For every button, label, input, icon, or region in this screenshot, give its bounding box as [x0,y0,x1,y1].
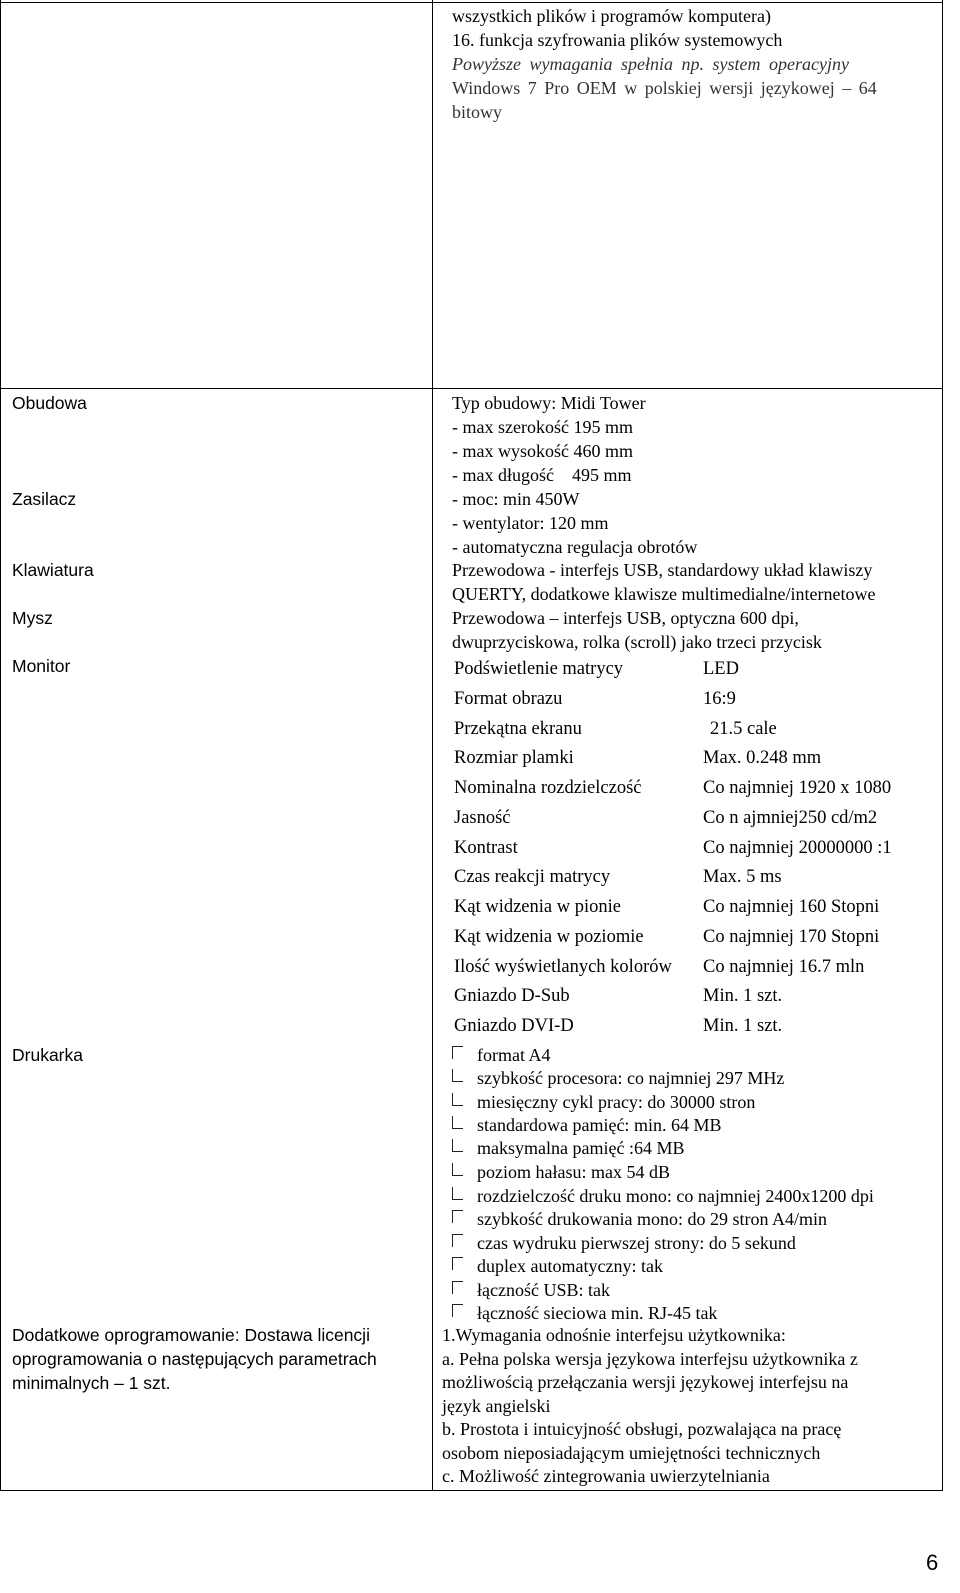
box-icon [452,1210,463,1223]
spec-line: 1.Wymagania odnośnie interfejsu użytkownika: [442,1325,786,1345]
monitor-param-row [454,836,934,866]
row-label-mysz: Mysz [12,608,53,628]
printer-spec-item [452,1090,755,1114]
spec-zasilacz [452,487,697,559]
monitor-param-row [454,895,934,925]
spec-line: język angielski [442,1395,551,1416]
param-value: Co najmniej 16.7 mln [703,957,865,977]
monitor-param-row [454,1014,934,1044]
monitor-param-row [454,746,934,776]
spec-line: - max wysokość 460 mm [452,441,633,461]
param-value: Max. 5 ms [703,867,782,887]
spec-line: - max długość 495 mm [452,465,632,485]
text-line: 16. funkcja szyfrowania plików systemowych [452,30,783,50]
spec-line: QUERTY, dodatkowe klawisze multimedialne/internetowe [452,584,876,604]
spec-mysz [452,606,822,654]
page-number: 6 [926,1550,939,1575]
row-label-klawiatura: Klawiatura [12,560,94,580]
spec-line: b. Prostota i intuicyjność obsługi, pozwalająca na pracę [442,1419,842,1439]
printer-spec-item [452,1254,663,1278]
monitor-param-row [454,925,934,955]
box-icon [452,1234,463,1247]
item-text: standardowa pamięć: min. 64 MB [477,1115,722,1135]
param-value: Co najmniej 1920 x 1080 [703,778,892,798]
item-text: duplex automatyczny: tak [477,1256,663,1276]
row-label-obudowa: Obudowa [12,393,87,413]
monitor-param-row [454,717,934,747]
text-line: Windows 7 Pro OEM w polskiej wersji językowej – 64 [452,78,877,98]
monitor-param-row [454,955,934,985]
param-name: Format obrazu [454,689,563,709]
param-name: Kąt widzenia w pionie [454,897,621,917]
text-line: Powyższe wymagania spełnia np. system operacyjny [452,54,849,74]
top-block [452,4,877,124]
monitor-param-row [454,865,934,895]
param-name: Gniazdo D-Sub [454,986,570,1006]
monitor-param-row [454,806,934,836]
param-value: Co najmniej 160 Stopni [703,897,880,917]
monitor-param-row [454,776,934,806]
box-icon [452,1257,463,1270]
item-text: poziom hałasu: max 54 dB [477,1162,670,1182]
monitor-param-row [454,687,934,717]
spec-klawiatura [452,558,875,606]
table-column-divider [432,0,433,1491]
param-name: Przekątna ekranu [454,719,582,739]
spec-line: - max szerokość 195 mm [452,417,633,437]
printer-spec-item [452,1066,784,1090]
label-line: minimalnych – 1 szt. [12,1373,171,1393]
monitor-param-row [454,657,934,687]
printer-spec-item [452,1113,721,1137]
spec-line: - moc: min 450W [452,489,580,509]
printer-spec-item [452,1278,610,1302]
table-left-border [0,0,1,1491]
spec-line: Przewodowa – interfejs USB, optyczna 600 dpi, [452,608,799,628]
row-label-drukarka: Drukarka [12,1045,83,1065]
param-value: Min. 1 szt. [703,1016,783,1036]
spec-line: - automatyczna regulacja obrotów [452,537,698,557]
spec-obudowa [452,391,646,487]
param-value: Co najmniej 170 Stopni [703,927,880,947]
ellipsis-icon [452,1187,463,1200]
item-text: szybkość procesora: co najmniej 297 MHz [477,1068,785,1088]
spec-line: dwuprzyciskowa, rolka (scroll) jako trzeci przycisk [452,632,822,652]
param-value: Max. 0.248 mm [703,748,822,768]
text-line: wszystkich plików i programów komputera) [452,6,771,26]
item-text: czas wydruku pierwszej strony: do 5 sekund [477,1233,796,1253]
box-icon [452,1304,463,1317]
param-name: Czas reakcji matrycy [454,867,611,887]
param-value: LED [703,659,739,679]
printer-spec-item [452,1043,551,1067]
printer-spec-item [452,1231,796,1255]
param-value: Min. 1 szt. [703,986,783,1006]
param-name: Podświetlenie matrycy [454,659,624,679]
spec-line: Typ obudowy: Midi Tower [452,393,646,413]
box-icon [452,1281,463,1294]
table-bottom-border [0,1490,943,1491]
ellipsis-icon [452,1116,463,1129]
ellipsis-icon [452,1163,463,1176]
spec-line: osobom nieposiadającym umiejętności technicznych [442,1442,821,1463]
spec-line: a. Pełna polska wersja językowa interfejsu użytkownika z [442,1348,858,1369]
spec-line: - wentylator: 120 mm [452,513,609,533]
ellipsis-icon [452,1093,463,1106]
row-label-monitor: Monitor [12,656,71,676]
table-right-border [942,0,943,1491]
ellipsis-icon [452,1069,463,1082]
item-text: łączność sieciowa min. RJ-45 tak [477,1303,718,1323]
item-text: szybkość drukowania mono: do 29 stron A4/min [477,1209,827,1229]
spec-line: c. Możliwość zintegrowania uwierzytelniania [442,1466,770,1486]
ellipsis-icon [452,1139,463,1152]
row-label-zasilacz: Zasilacz [12,489,77,509]
printer-spec-item [452,1184,874,1208]
table-top-border [0,2,943,3]
printer-spec-item [452,1160,670,1184]
param-name: Rozmiar plamki [454,748,574,768]
param-value: 21.5 cale [710,719,777,739]
param-value: 16:9 [703,689,736,709]
item-text: rozdzielczość druku mono: co najmniej 2400x1200 dpi [477,1186,874,1206]
param-name: Ilość wyświetlanych kolorów [454,957,672,977]
label-line: oprogramowania o następujących parametrach [12,1349,377,1369]
param-value: Co n ajmniej250 cd/m2 [703,808,878,828]
printer-spec-item [452,1207,827,1231]
spec-line: możliwością przełączania wersji językowej interfejsu na [442,1372,849,1392]
param-name: Jasność [454,808,511,828]
item-text: łączność USB: tak [477,1280,610,1300]
text-line: bitowy [452,102,503,122]
param-name: Kąt widzenia w poziomie [454,927,644,947]
box-icon [452,1046,463,1059]
param-name: Nominalna rozdzielczość [454,778,642,798]
row-divider [0,388,943,389]
printer-spec-item [452,1136,684,1160]
spec-oprogramowanie [442,1324,858,1489]
label-line: Dodatkowe oprogramowanie: Dostawa licencji [12,1325,370,1345]
item-text: format A4 [477,1045,551,1065]
param-value: Co najmniej 20000000 :1 [703,838,892,858]
spec-line: Przewodowa - interfejs USB, standardowy układ klawiszy [452,560,873,580]
monitor-param-row [454,984,934,1014]
item-text: miesięczny cykl pracy: do 30000 stron [477,1092,756,1112]
item-text: maksymalna pamięć :64 MB [477,1138,685,1158]
param-name: Kontrast [454,838,518,858]
printer-spec-item [452,1301,717,1325]
param-name: Gniazdo DVI-D [454,1016,574,1036]
row-label-oprogramowanie [12,1323,377,1395]
